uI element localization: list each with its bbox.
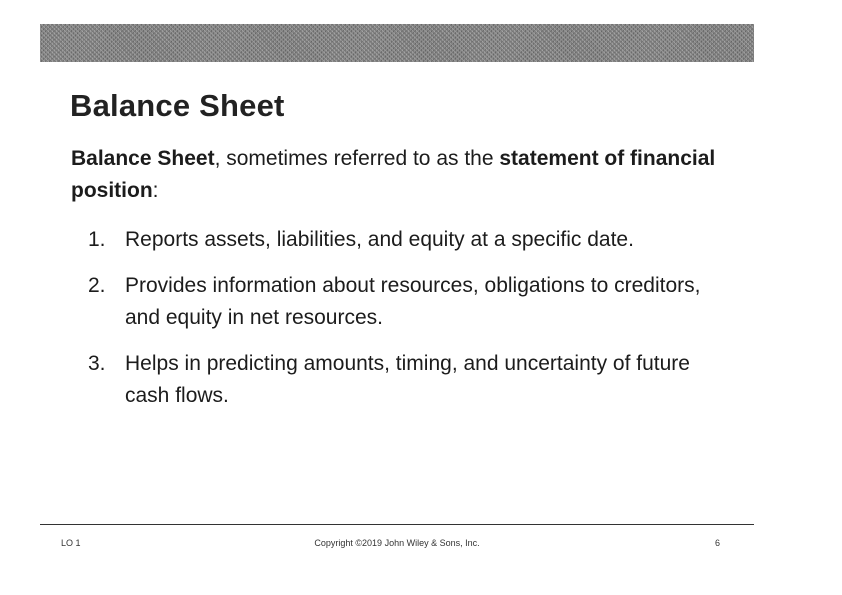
defined-term: Balance Sheet — [71, 147, 215, 170]
page-number: 6 — [715, 538, 721, 548]
list-item — [88, 224, 738, 256]
header-banner — [40, 24, 754, 62]
list-item-text: Provides information about resources, obligations to creditors, and equity in net resources. — [125, 274, 701, 329]
copyright-notice: Copyright ©2019 John Wiley & Sons, Inc. — [314, 538, 480, 548]
intro-definition — [71, 143, 751, 207]
intro-connector: , sometimes referred to as the — [214, 147, 500, 170]
list-item-text: Reports assets, liabilities, and equity at a specific date. — [125, 228, 634, 251]
footer-divider — [40, 524, 754, 525]
list-item — [88, 348, 738, 412]
list-item-text: Helps in predicting amounts, timing, and uncertainty of future cash flows. — [125, 352, 690, 407]
learning-objective-label: LO 1 — [61, 538, 81, 548]
list-item — [88, 270, 738, 334]
slide-title: Balance Sheet — [70, 88, 285, 123]
alternate-term: statement of financial position — [71, 147, 716, 202]
key-points-list — [88, 224, 738, 412]
list-item-number: 1. — [88, 228, 106, 251]
intro-colon: : — [152, 179, 159, 202]
list-item-number: 3. — [88, 352, 106, 375]
list-item-number: 2. — [88, 274, 106, 297]
